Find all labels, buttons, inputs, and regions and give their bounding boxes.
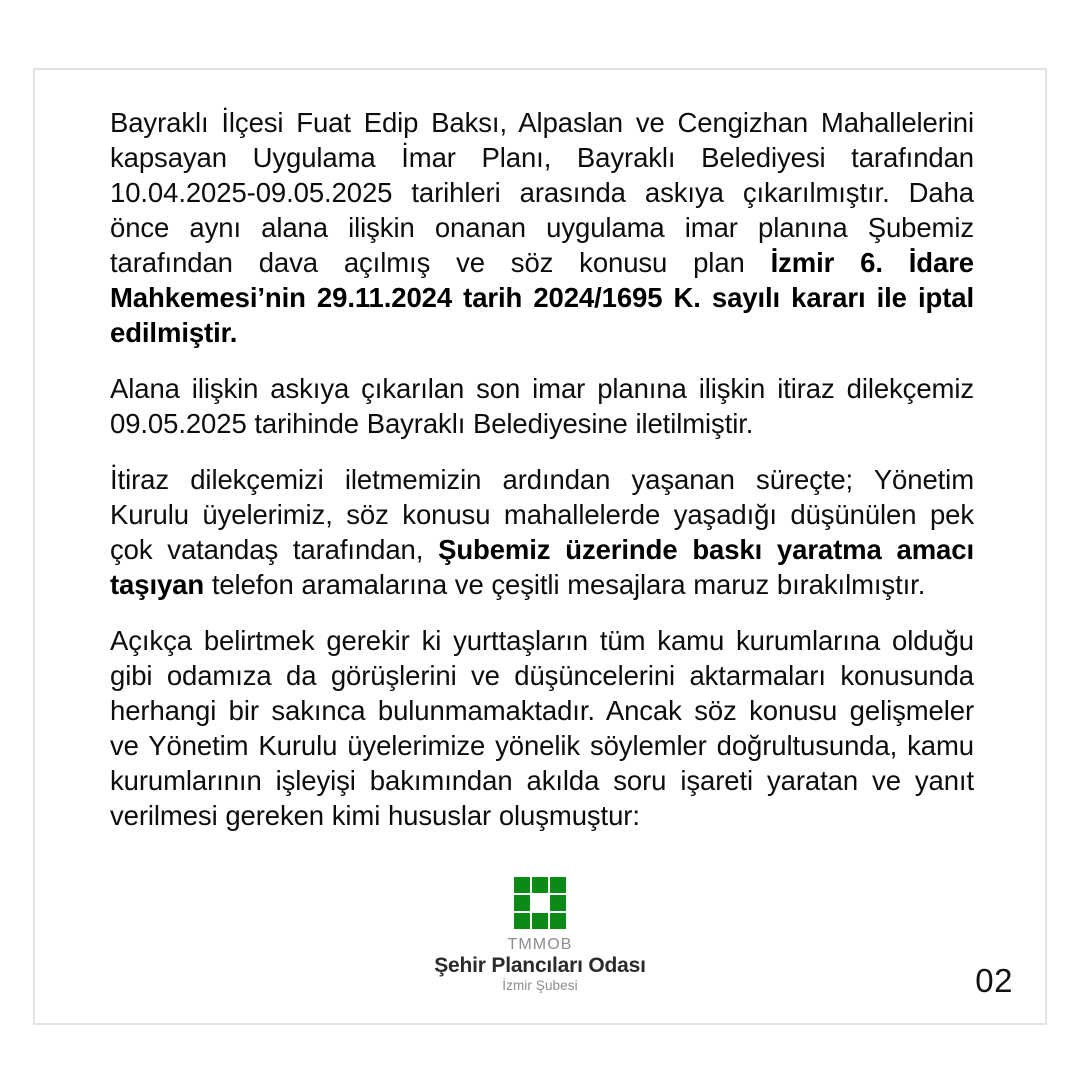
content-card [33,68,1047,1025]
page-number: 02 [975,962,1013,999]
logo-cell-7 [514,913,530,929]
emphasis-text: İzmir 6. İdare Mahkemesi’nin 29.11.2024 tarih 2024/1695 K. sayılı kararı ile iptal edilmiştir. [110,247,974,348]
logo-chamber-label: Şehir Plancıları Odası [434,954,646,977]
logo-cell-center-hole [532,895,548,911]
logo-cell-9 [550,913,566,929]
paragraph-1: Bayraklı İlçesi Fuat Edip Baksı, Alpaslan ve Cengizhan Mahallelerini kapsayan Uygulama İmar Planı, Bayraklı Belediyesi tarafından 10.04.2025-09.05.2025 tarihleri arasında askıya çıkarılmıştır. Daha önce aynı alana ilişkin onanan uygulama imar planına Şubemiz tarafından dava açılmış ve söz konusu plan İzmir 6. İdare Mahkemesi’nin 29.11.2024 tarih 2024/1695 K. sayılı kararı ile iptal edilmiştir. [110,107,974,348]
logo-cell-3 [550,877,566,893]
paragraph-3: İtiraz dilekçemizi iletmemizin ardından yaşanan süreçte; Yönetim Kurulu üyelerimiz, söz konusu mahallelerde yaşadığı düşünülen pek çok vatandaş tarafından, Şubemiz üzerinde baskı yaratma amacı taşıyan telefon aramalarına ve çeşitli mesajlara maruz bırakılmıştır. [110,464,974,600]
emphasis-text: Şubemiz üzerinde baskı yaratma amacı taşıyan [110,534,974,600]
logo-cell-6 [550,895,566,911]
logo-cell-1 [514,877,530,893]
paragraph-2: Alana ilişkin askıya çıkarılan son imar planına ilişkin itiraz dilekçemiz 09.05.2025 tarihinde Bayraklı Belediyesine iletilmiştir. [110,373,974,439]
tmmob-grid-mark-icon [514,877,566,929]
logo-cell-8 [532,913,548,929]
logo-cell-2 [532,877,548,893]
organization-logo [35,877,1045,993]
logo-organization-label: TMMOB [507,936,573,953]
logo-cell-4 [514,895,530,911]
body-text-column [110,105,974,833]
logo-branch-label: İzmir Şubesi [502,978,578,993]
paragraph-4: Açıkça belirtmek gerekir ki yurttaşların tüm kamu kurumlarına olduğu gibi odamıza da görüşlerini ve düşüncelerini aktarmaları konusunda herhangi bir sakınca bulunmamaktadır. Ancak söz konusu gelişmeler ve Yönetim Kurulu üyelerimize yönelik söylemler doğrultusunda, kamu kurumlarının işleyişi bakımından akılda soru işareti yaratan ve yanıt verilmesi gereken kimi hususlar oluşmuştur: [110,625,974,831]
